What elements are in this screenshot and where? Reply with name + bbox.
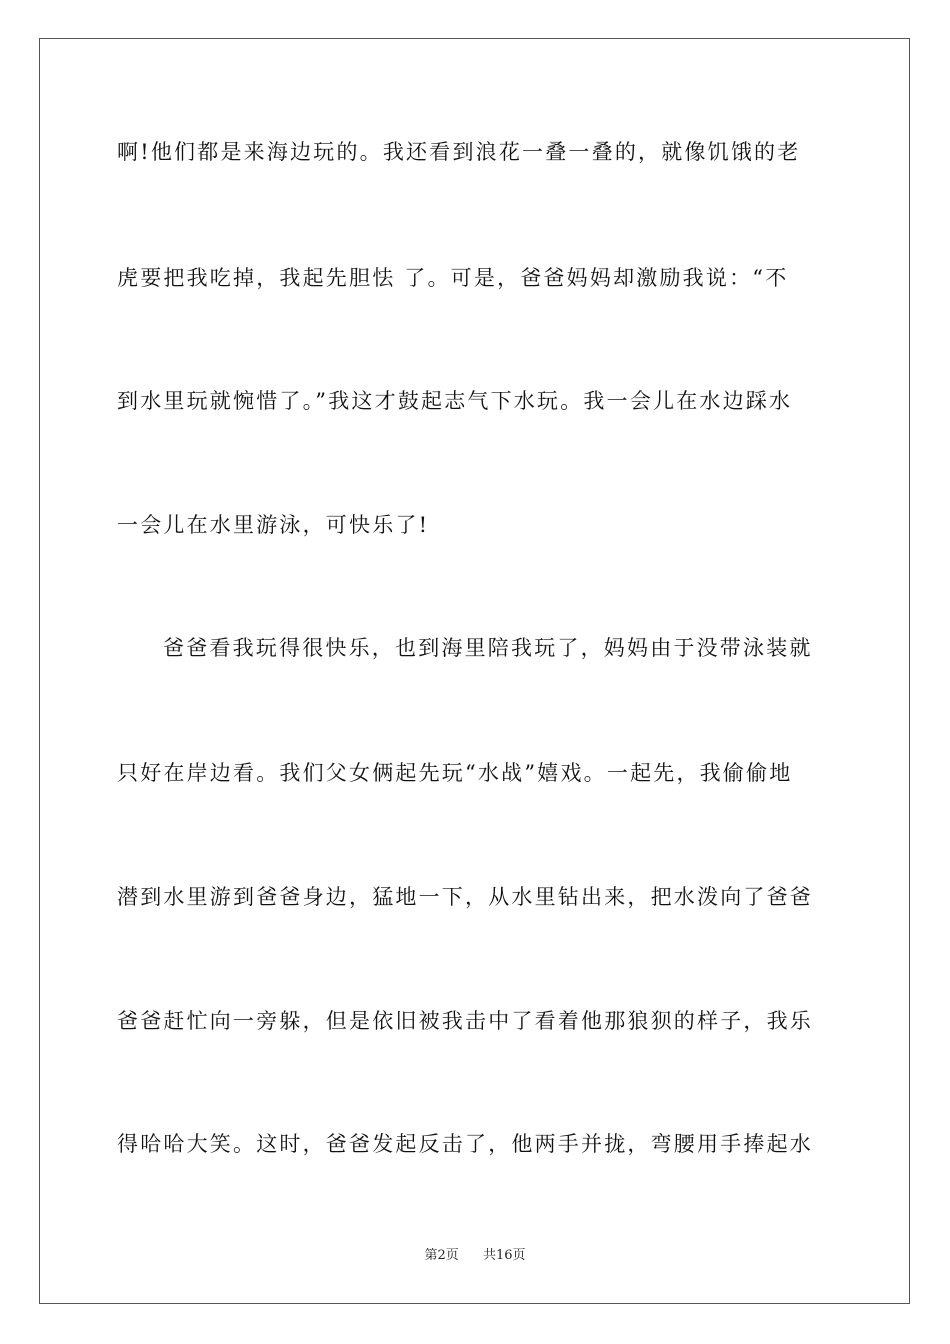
page-total: 共16页 bbox=[483, 1248, 526, 1263]
page-number: 第2页 bbox=[424, 1248, 459, 1263]
body-text-line-8: 爸爸赶忙向一旁躲，但是依旧被我击中了看着他那狼狈的样子，我乐 bbox=[117, 1009, 813, 1033]
body-text-line-6: 只好在岸边看。我们父女俩起先玩“水战”嬉戏。一起先，我偷偷地 bbox=[117, 761, 793, 785]
page-footer bbox=[0, 1247, 950, 1265]
page-border bbox=[39, 38, 910, 1304]
body-text-line-5-paragraph-start: 爸爸看我玩得很快乐，也到海里陪我玩了，妈妈由于没带泳装就 bbox=[163, 636, 813, 660]
body-text-line-3: 到水里玩就惋惜了。”我这才鼓起志气下水玩。我一会儿在水边踩水 bbox=[117, 389, 793, 413]
body-text-line-2: 虎要把我吃掉，我起先胆怯 了。可是，爸爸妈妈却激励我说：“不 bbox=[117, 266, 789, 290]
body-text-line-9: 得哈哈大笑。这时，爸爸发起反击了，他两手并拢，弯腰用手捧起水 bbox=[117, 1132, 813, 1156]
body-text-line-4: 一会儿在水里游泳，可快乐了! bbox=[117, 513, 430, 537]
body-text-line-1: 啊!他们都是来海边玩的。我还看到浪花一叠一叠的，就像饥饿的老 bbox=[117, 140, 801, 164]
body-text-line-7: 潜到水里游到爸爸身边，猛地一下，从水里钻出来，把水泼向了爸爸 bbox=[117, 885, 813, 909]
